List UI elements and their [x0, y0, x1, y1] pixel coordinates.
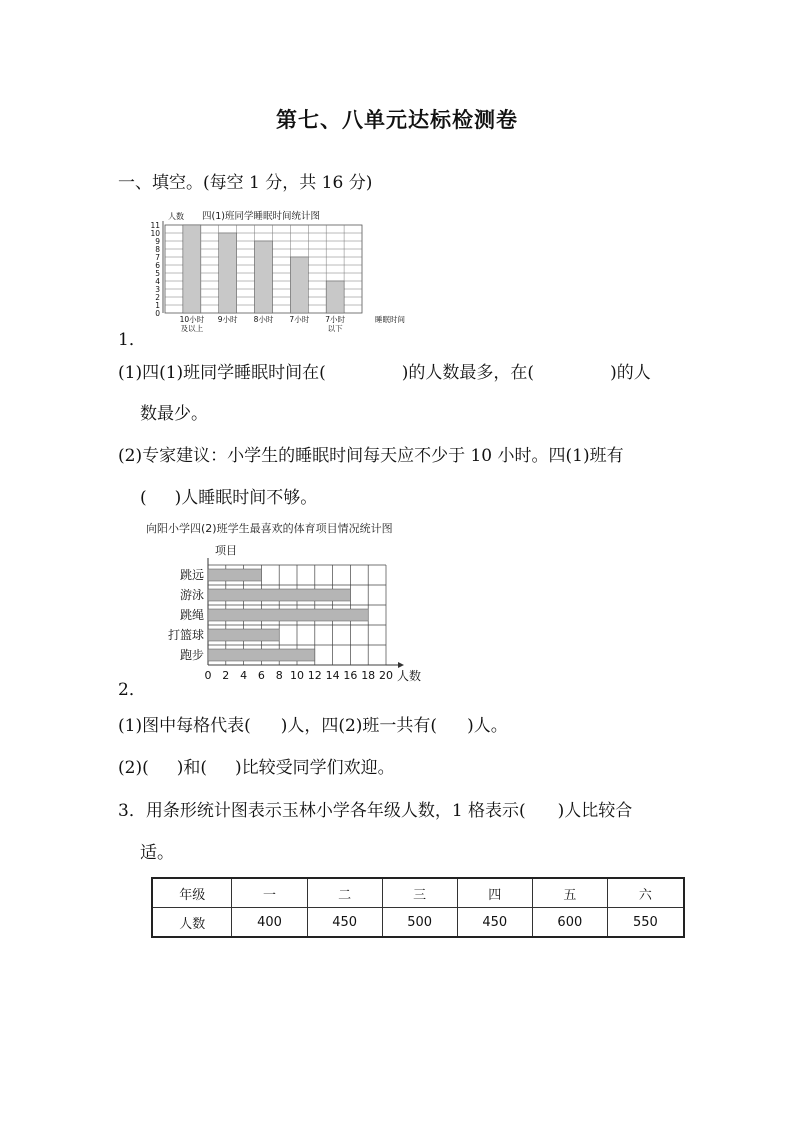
table-cell: 400	[232, 908, 307, 938]
y-tick-label: 8	[155, 245, 160, 254]
table-header-row	[152, 878, 684, 908]
chart-2-title: 向阳小学四(2)班学生最喜欢的体育项目情况统计图	[146, 522, 393, 535]
y-tick-label: 9	[155, 237, 160, 246]
table-cell: 五	[532, 878, 607, 908]
x-tick-label: 14	[325, 669, 340, 682]
chart-title: 四(1)班同学睡眠时间统计图	[202, 211, 320, 222]
q2p1-text-b: )人，四(2)班一共有(	[280, 716, 438, 736]
x-tick-label: 8	[275, 669, 283, 682]
question-3	[118, 796, 632, 821]
table-cell: 人数	[152, 908, 232, 938]
bar	[219, 233, 237, 313]
y-tick-label: 4	[155, 277, 160, 286]
q1p1-text-b: )的人数最多，在(	[401, 363, 535, 383]
sleep-time-bar-chart	[140, 205, 410, 335]
bar	[326, 281, 344, 313]
x-tick-label: 16	[343, 669, 358, 682]
x-tick-label: 9小时	[217, 315, 238, 324]
x-axis-label: 人数	[396, 669, 422, 683]
table-cell: 450	[307, 908, 382, 938]
x-tick-label: 12	[307, 669, 322, 682]
q1p1-text-a: (1)四(1)班同学睡眠时间在(	[118, 363, 326, 383]
x-tick-label: 以下	[327, 324, 343, 333]
bar	[183, 225, 201, 313]
q2p2-text-a: (2)(	[118, 758, 149, 778]
table-cell: 550	[607, 908, 684, 938]
bar	[208, 589, 350, 601]
x-tick-label: 8小时	[253, 315, 274, 324]
x-axis-label: 睡眠时间	[375, 315, 405, 324]
y-axis-label: 人数	[168, 212, 184, 221]
y-tick-label: 跳远	[179, 568, 204, 582]
table-cell: 三	[382, 878, 457, 908]
question-2-part-2	[118, 753, 395, 778]
x-tick-label: 0	[204, 669, 212, 682]
q1p2-text-c: )人睡眠时间不够。	[174, 488, 318, 508]
sports-bar-chart	[158, 538, 428, 690]
table-cell: 600	[532, 908, 607, 938]
x-tick-label: 18	[361, 669, 376, 682]
y-tick-label: 10	[150, 229, 160, 238]
q1p1-text-c: )的人	[610, 363, 651, 383]
page-title: 第七、八单元达标检测卷	[276, 108, 518, 132]
x-axis-arrow	[398, 662, 404, 668]
grade-population-table	[151, 877, 685, 938]
y-tick-label: 跑步	[179, 648, 204, 662]
question-1-part-2: (2)专家建议：小学生的睡眠时间每天应不少于 10 小时。四(1)班有	[118, 446, 624, 466]
y-tick-label: 打篮球	[167, 628, 204, 642]
y-axis-label: 项目	[215, 544, 237, 557]
y-tick-label: 6	[155, 261, 160, 270]
bar	[208, 569, 261, 581]
bar	[290, 257, 308, 313]
table-cell: 四	[457, 878, 532, 908]
x-tick-label: 6	[257, 669, 265, 682]
question-1-number: 1．	[118, 330, 146, 350]
x-tick-label: 2	[222, 669, 230, 682]
table-row	[152, 908, 684, 938]
x-tick-label: 4	[240, 669, 248, 682]
x-tick-label: 7小时	[325, 315, 346, 324]
x-tick-label: 20	[379, 669, 393, 682]
q2p1-text-a: (1)图中每格代表(	[118, 716, 251, 736]
question-2-number: 2．	[118, 680, 146, 700]
y-tick-label: 11	[150, 221, 160, 230]
q2p2-text-b: )和(	[176, 758, 207, 778]
q2p2-text-c: )比较受同学们欢迎。	[234, 758, 395, 778]
section-heading: 一、填空。(每空 1 分，共 16 分)	[118, 173, 373, 193]
y-tick-label: 0	[155, 309, 160, 318]
question-1-part-1	[118, 358, 651, 383]
q3-text-b: )人比较合	[557, 801, 633, 821]
y-tick-label: 跳绳	[179, 608, 204, 622]
y-tick-label: 5	[155, 269, 160, 278]
bar	[208, 629, 279, 641]
y-tick-label: 7	[155, 253, 160, 262]
question-3-cont: 适。	[140, 843, 174, 863]
table-cell: 年级	[152, 878, 232, 908]
bar	[208, 609, 368, 621]
x-tick-label: 10小时	[179, 315, 205, 324]
table-cell: 一	[232, 878, 307, 908]
question-1-part-2-cont	[140, 483, 317, 508]
y-tick-label: 2	[155, 293, 160, 302]
y-tick-label: 游泳	[179, 588, 204, 602]
bar	[208, 649, 315, 661]
y-tick-label: 3	[155, 285, 160, 294]
x-tick-label: 7小时	[289, 315, 310, 324]
table-cell: 二	[307, 878, 382, 908]
table-cell: 500	[382, 908, 457, 938]
x-tick-label: 10	[290, 669, 304, 682]
question-2-part-1	[118, 711, 508, 736]
q2p1-text-c: )人。	[467, 716, 508, 736]
y-tick-label: 1	[155, 301, 160, 310]
bar	[255, 241, 273, 313]
table-cell: 六	[607, 878, 684, 908]
x-tick-label: 及以上	[180, 324, 204, 333]
table-cell: 450	[457, 908, 532, 938]
question-1-part-1-cont: 数最少。	[140, 404, 208, 424]
q3-text-a: 3．用条形统计图表示玉林小学各年级人数，1 格表示(	[118, 801, 526, 821]
q1p2-text-b: (	[140, 488, 147, 508]
